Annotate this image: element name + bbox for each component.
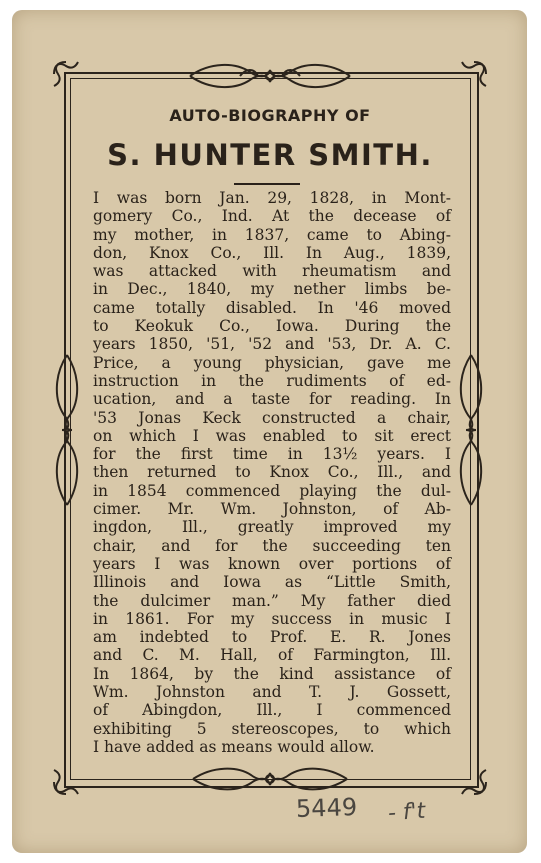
text-line: am indebted to Prof. E. R. Jones <box>93 628 451 647</box>
text-line: In 1864, by the kind assistance of <box>93 664 451 683</box>
text-line: I was born Jan. 29, 1828, in Mont- <box>93 189 451 207</box>
text-line: my mother, in 1837, came to Abing- <box>93 225 451 244</box>
text-line: in 1861. For my success in music I <box>93 609 451 628</box>
right-flourish-ornament <box>456 350 486 510</box>
corner-ornament-top-left <box>50 58 82 90</box>
text-line: the dulcimer man.” My father died <box>93 591 451 610</box>
text-line: then returned to Knox Co., Ill., and <box>93 463 451 482</box>
subtitle-heading: AUTO-BIOGRAPHY OF <box>169 106 371 125</box>
text-line: I have added as means would allow. <box>93 737 375 756</box>
text-line: of Abingdon, Ill., I commenced <box>93 701 451 720</box>
text-line: to Keokuk Co., Iowa. During the <box>93 317 451 336</box>
text-line: cimer. Mr. Wm. Johnston, of Ab- <box>93 500 451 519</box>
text-line: for the first time in 13½ years. I <box>93 445 451 464</box>
text-line: Illinois and Iowa as “Little Smith, <box>93 573 451 592</box>
text-line: Wm. Johnston and T. J. Gossett, <box>93 683 451 702</box>
corner-ornament-top-right <box>458 58 490 90</box>
text-line: was attacked with rheumatism and <box>93 262 451 281</box>
bottom-flourish-ornament <box>185 762 355 796</box>
text-line: on which I was enabled to sit erect <box>93 426 451 445</box>
catalog-number: 5449 <box>295 792 358 824</box>
text-line: instruction in the rudiments of ed- <box>93 371 451 390</box>
text-line: '53 Jonas Keck constructed a chair, <box>93 408 451 427</box>
left-flourish-ornament <box>52 350 82 510</box>
text-line: years I was known over portions of <box>93 554 451 573</box>
biography-text <box>93 189 451 756</box>
title-divider <box>234 183 300 185</box>
text-line: don, Knox Co., Ill. In Aug., 1839, <box>93 243 451 262</box>
text-line: years 1850, '51, '52 and '53, Dr. A. C. <box>93 335 451 354</box>
text-line: came totally disabled. In '46 moved <box>93 298 451 317</box>
text-line: and C. M. Hall, of Farmington, Ill. <box>93 646 451 665</box>
corner-ornament-bottom-right <box>458 766 490 798</box>
corner-ornament-bottom-left <box>50 766 82 798</box>
name-heading: S. HUNTER SMITH. <box>107 138 433 172</box>
text-line: Price, a young physician, gave me <box>93 353 451 372</box>
top-flourish-ornament <box>180 58 360 94</box>
text-line: exhibiting 5 stereoscopes, to which <box>93 719 451 738</box>
text-line: chair, and for the succeeding ten <box>93 536 451 555</box>
text-line: in Dec., 1840, my nether limbs be- <box>93 280 451 299</box>
text-line: ingdon, Ill., greatly improved my <box>93 518 451 537</box>
text-line: in 1854 commenced playing the dul- <box>93 481 451 500</box>
handwritten-mark: - f't <box>387 798 427 827</box>
text-line: gomery Co., Ind. At the decease of <box>93 207 451 226</box>
text-line: ucation, and a taste for reading. In <box>93 390 451 409</box>
